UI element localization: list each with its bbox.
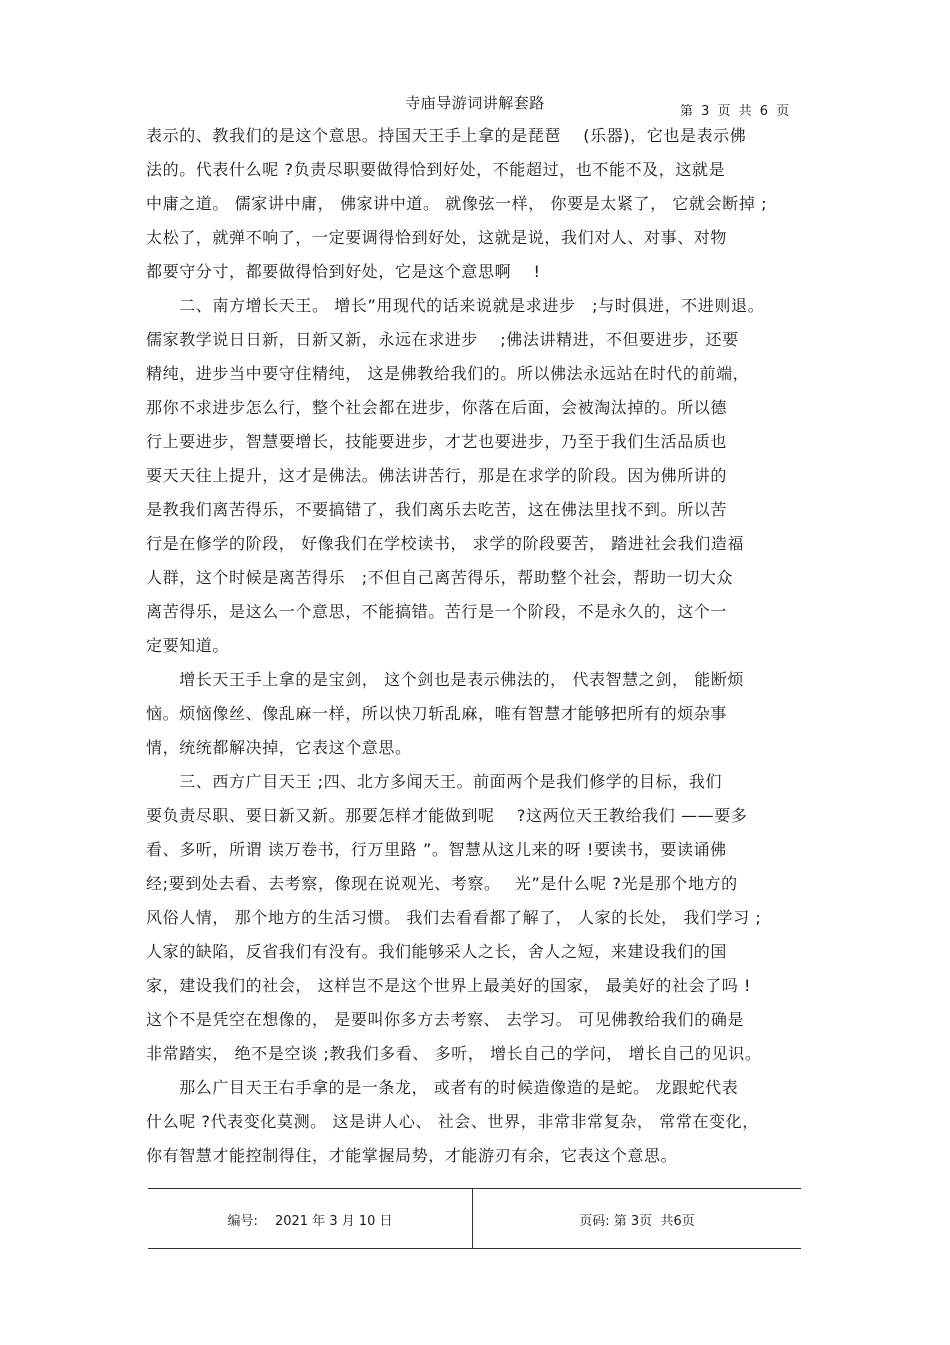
text-line: 人群，这个时候是离苦得乐 ;不但自己离苦得乐，帮助整个社会，帮助一切大众: [146, 568, 733, 587]
text-line: 那你不求进步怎么行，整个社会都在进步，你落在后面，会被淘汰掉的。所以德: [146, 398, 728, 417]
body-text: [146, 119, 806, 1173]
footer-bottom-rule: [148, 1248, 801, 1249]
text-line: 那么广目天王右手拿的是一条龙， 或者有的时候造像造的是蛇。 龙跟蛇代表: [146, 1078, 739, 1097]
text-line: 家，建设我们的社会， 这样岂不是这个世界上最美好的国家， 最美好的社会了吗 !: [146, 976, 752, 995]
text-line: 你有智慧才能控制得住，才能掌握局势，才能游刃有余，它表这个意思。: [146, 1146, 678, 1165]
text-line: 太松了，就弹不响了，一定要调得恰到好处，这就是说，我们对人、对事、对物: [146, 228, 728, 247]
footer-page-number: 页码: 第 3页 共6页: [579, 1214, 695, 1229]
text-line: 二、南方增长天王。 增长”用现代的话来说就是求进步 ;与时俱进，不进则退。: [146, 296, 765, 315]
text-line: 三、西方广目天王 ;四、北方多闻天王。前面两个是我们修学的目标，我们: [146, 772, 723, 791]
text-line: 增长天王手上拿的是宝剑， 这个剑也是表示佛法的， 代表智慧之剑， 能断烦: [146, 670, 745, 689]
text-line: 经;要到处去看、去考察，像现在说观光、考察。 光”是什么呢 ?光是那个地方的: [146, 874, 738, 893]
text-line: 情，统统都解决掉，它表这个意思。: [146, 738, 412, 757]
text-line: 这个不是凭空在想像的， 是要叫你多方去考察、 去学习。 可见佛教给我们的确是: [146, 1010, 745, 1029]
text-line: 非常踏实， 绝不是空谈 ;教我们多看、 多听， 增长自己的学问， 增长自己的见识。: [146, 1044, 762, 1063]
document-title: 寺庙导游词讲解套路: [405, 94, 545, 112]
text-line: 风俗人情， 那个地方的生活习惯。 我们去看看都了解了， 人家的长处， 我们学习 ;: [146, 908, 762, 927]
text-line: 精纯，进步当中要守住精纯， 这是佛教给我们的。所以佛法永远站在时代的前端，: [146, 364, 750, 383]
text-line: 要负责尽职、要日新又新。那要怎样才能做到呢 ?这两位天王教给我们 ——要多: [146, 806, 748, 825]
text-line: 看、多听，所谓 读万卷书，行万里路 ”。智慧从这儿来的呀 !要读书，要读诵佛: [146, 840, 727, 859]
text-line: 法的。代表什么呢 ?负责尽职要做得恰到好处，不能超过，也不能不及，这就是: [146, 160, 726, 179]
text-line: 儒家教学说日日新，日新又新，永远在求进步 ;佛法讲精进，不但要进步，还要: [146, 330, 739, 349]
footer-serial-date: 编号: 2021 年 3 月 10 日: [227, 1214, 393, 1229]
text-line: 离苦得乐，是这么一个意思，不能搞错。苦行是一个阶段，不是永久的，这个一: [146, 602, 728, 621]
text-line: 行上要进步，智慧要增长，技能要进步，才艺也要进步，乃至于我们生活品质也: [146, 432, 728, 451]
page-indicator: 第 3 页 共 6 页: [680, 104, 792, 119]
text-line: 人家的缺陷，反省我们有没有。我们能够采人之长，舍人之短，来建设我们的国: [146, 942, 728, 961]
text-line: 都要守分寸，都要做得恰到好处，它是这个意思啊 !: [146, 262, 541, 281]
text-line: 行是在修学的阶段， 好像我们在学校读书， 求学的阶段要苦， 踏进社会我们造福: [146, 534, 745, 553]
text-line: 定要知道。: [146, 636, 230, 655]
text-line: 表示的、教我们的是这个意思。持国天王手上拿的是琵琶 (乐器)，它也是表示佛: [146, 126, 747, 145]
footer-top-rule: [148, 1188, 801, 1189]
text-line: 什么呢 ?代表变化莫测。 这是讲人心、 社会、世界，非常非常复杂， 常常在变化，: [146, 1112, 759, 1131]
text-line: 是教我们离苦得乐，不要搞错了，我们离乐去吃苦，这在佛法里找不到。所以苦: [146, 500, 728, 519]
text-line: 中庸之道。 儒家讲中庸， 佛家讲中道。 就像弦一样， 你要是太紧了， 它就会断掉 ;: [146, 194, 768, 213]
text-line: 要天天往上提升，这才是佛法。佛法讲苦行，那是在求学的阶段。因为佛所讲的: [146, 466, 728, 485]
text-line: 恼。烦恼像丝、像乱麻一样，所以快刀斩乱麻，唯有智慧才能够把所有的烦杂事: [146, 704, 728, 723]
